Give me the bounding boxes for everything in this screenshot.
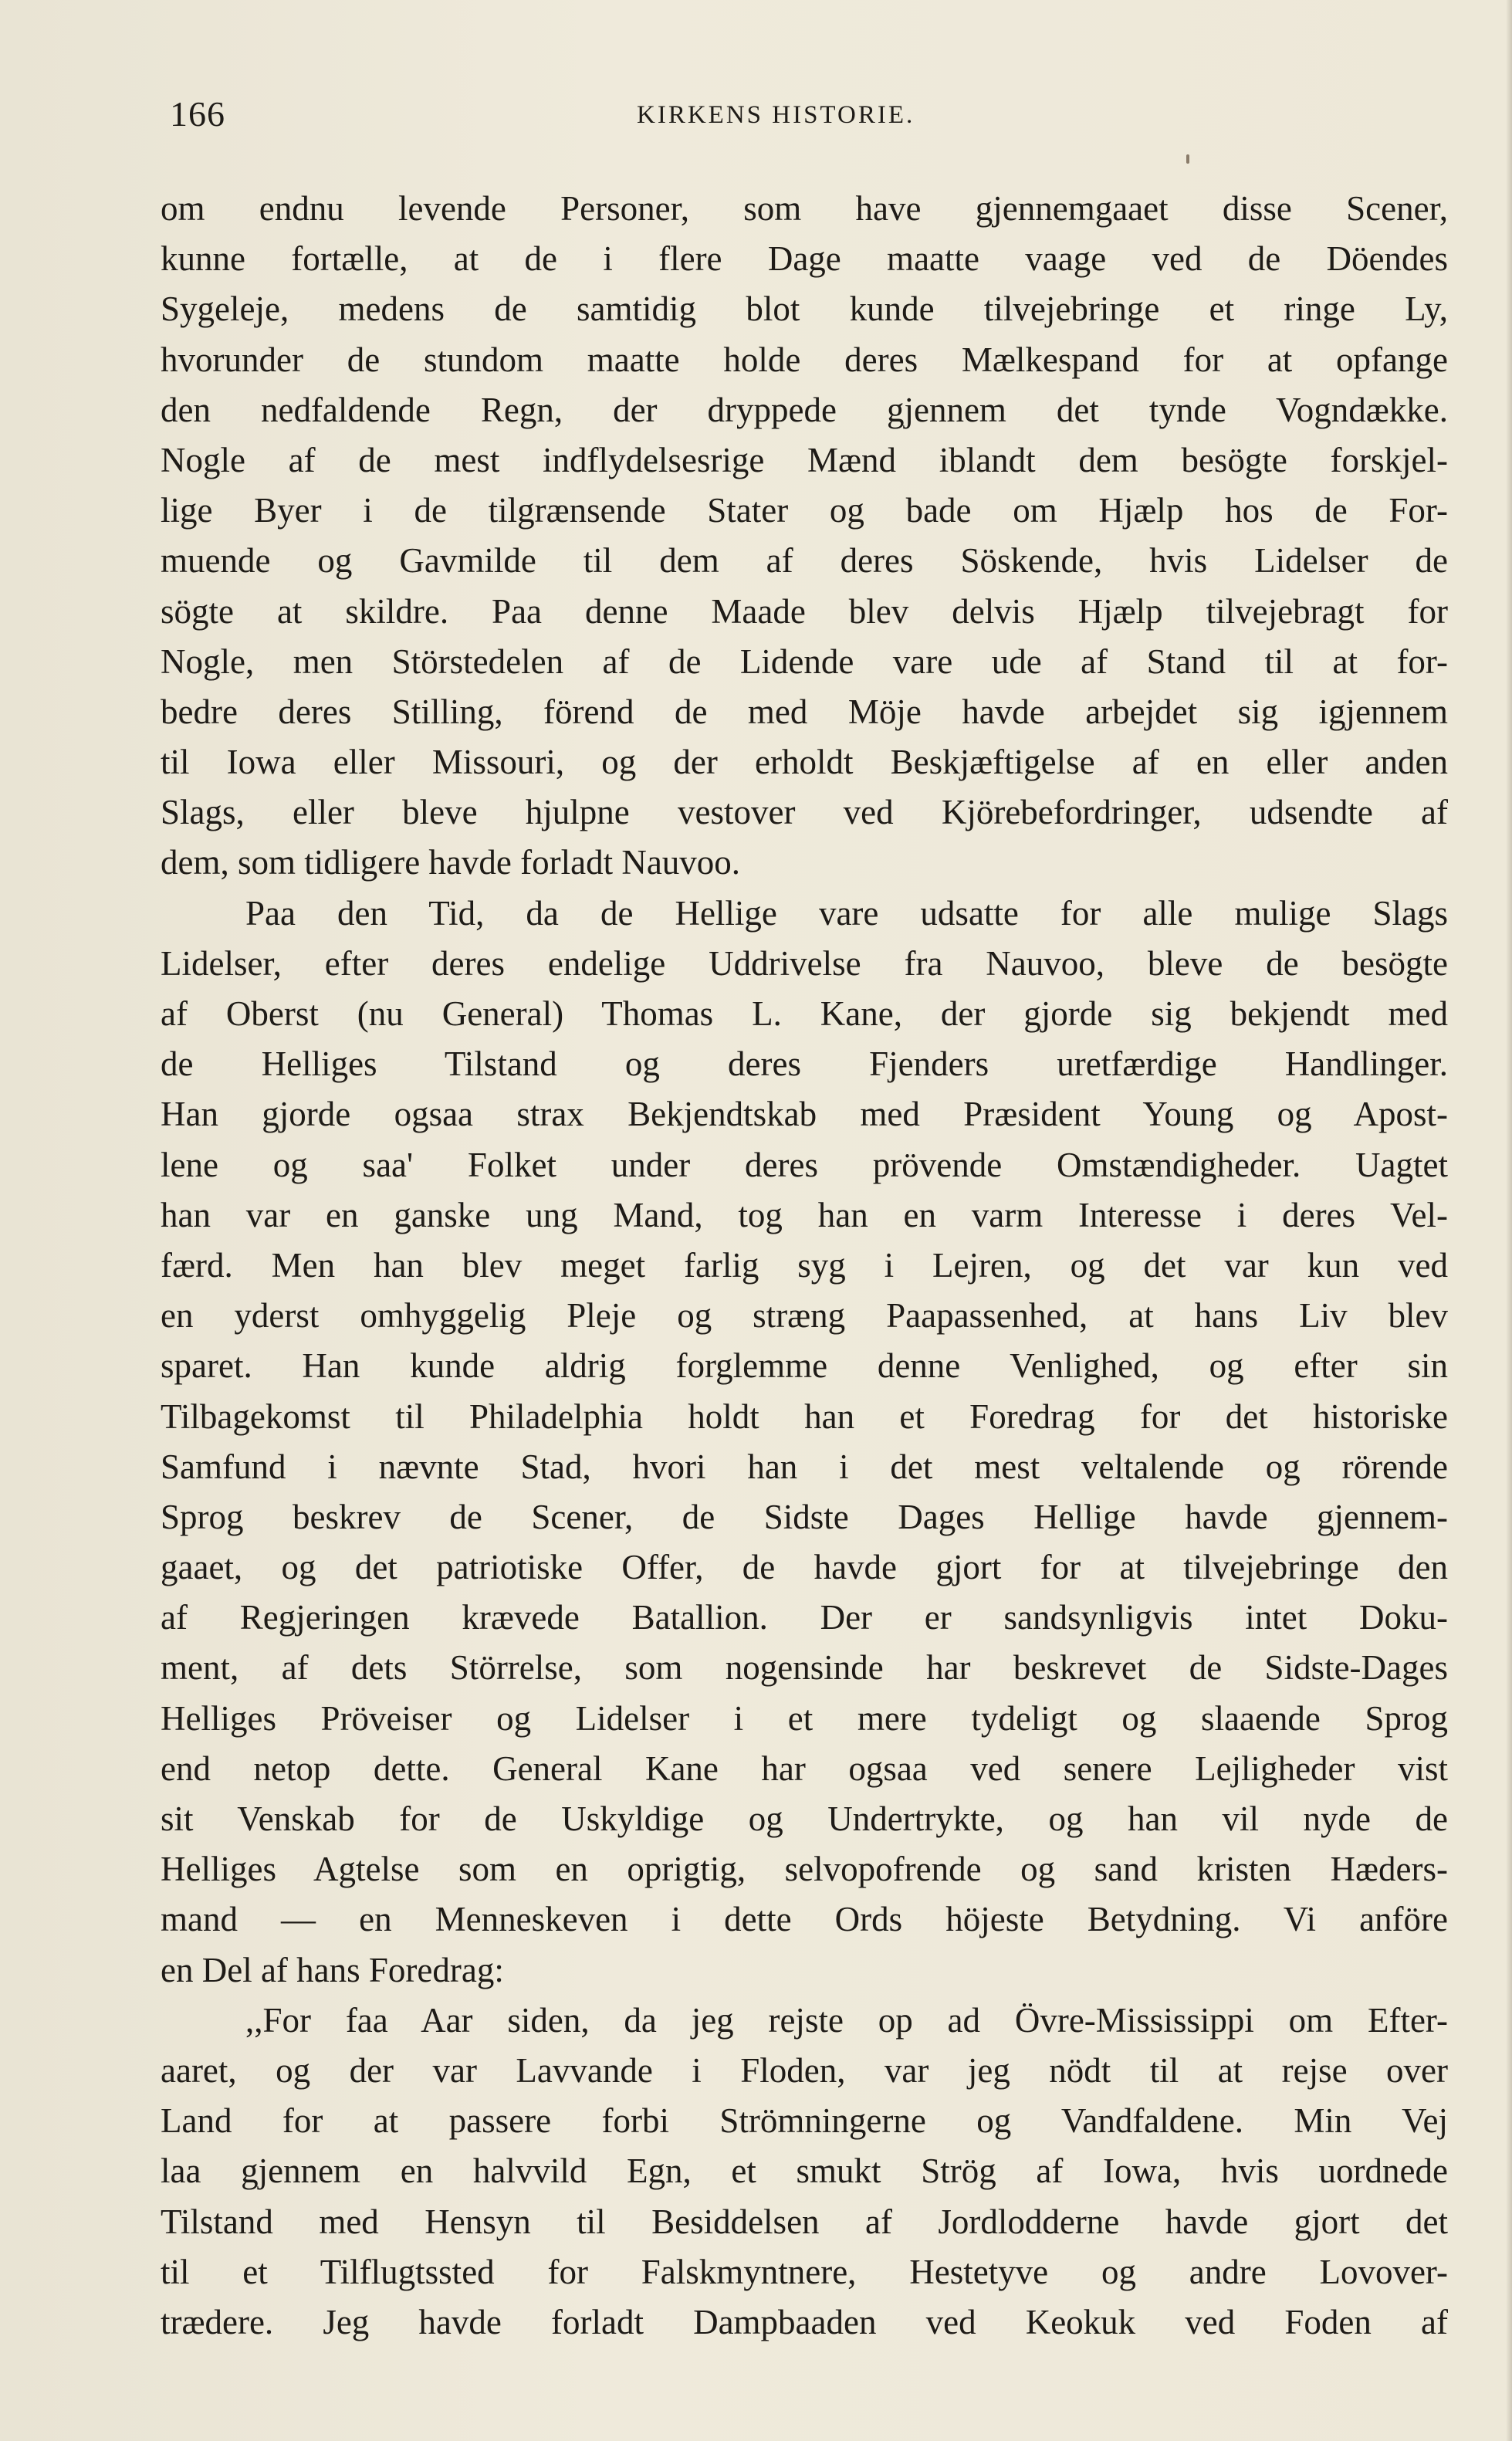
- text-line: end netop dette. General Kane har ogsaa ved senere Lejligheder vist: [161, 1749, 1448, 1788]
- text-line: Nogle af de mest indflydelsesrige Mænd iblandt dem besögte forskjel-: [161, 440, 1448, 479]
- text-line: om endnu levende Personer, som have gjennemgaaet disse Scener,: [161, 189, 1448, 228]
- text-line: Tilstand med Hensyn til Besiddelsen af Jordlodderne havde gjort det: [161, 2202, 1448, 2241]
- text-line: Land for at passere forbi Strömningerne og Vandfaldene. Min Vej: [161, 2101, 1448, 2141]
- body-text: [161, 184, 1448, 2348]
- text-line: trædere. Jeg havde forladt Dampbaaden ved Keokuk ved Foden af: [161, 2302, 1448, 2341]
- text-line: ,,For faa Aar siden, da jeg rejste op ad Övre-Mississippi om Efter-: [245, 2000, 1448, 2040]
- text-line: til et Tilflugtssted for Falskmyntnere, Hestetyve og andre Lovover-: [161, 2252, 1448, 2291]
- text-line: en yderst omhyggelig Pleje og stræng Paapassenhed, at hans Liv blev: [161, 1296, 1448, 1336]
- print-speck: [1186, 154, 1189, 164]
- running-head: KIRKENS HISTORIE.: [637, 101, 915, 129]
- text-line: lige Byer i de tilgrænsende Stater og bade om Hjælp hos de For-: [161, 491, 1448, 530]
- page-header: [170, 91, 1436, 137]
- text-line: Tilbagekomst til Philadelphia holdt han et Foredrag for det historiske: [161, 1397, 1448, 1436]
- text-line: færd. Men han blev meget farlig syg i Lejren, og det var kun ved: [161, 1245, 1448, 1285]
- text-line: bedre deres Stilling, förend de med Möje havde arbejdet sig igjennem: [161, 692, 1448, 731]
- text-line: dem, som tidligere havde forladt Nauvoo.: [161, 843, 741, 882]
- text-line: laa gjennem en halvvild Egn, et smukt Strög af Iowa, hvis uordnede: [161, 2152, 1448, 2191]
- text-line: til Iowa eller Missouri, og der erholdt Beskjæftigelse af en eller anden: [161, 743, 1448, 782]
- text-line: sit Venskab for de Uskyldige og Undertrykte, og han vil nyde de: [161, 1799, 1448, 1838]
- text-line: Samfund i nævnte Stad, hvori han i det mest veltalende og rörende: [161, 1447, 1448, 1486]
- text-line: han var en ganske ung Mand, tog han en varm Interesse i deres Vel-: [161, 1195, 1448, 1234]
- text-line: Helliges Agtelse som en oprigtig, selvopofrende og sand kristen Hæders-: [161, 1850, 1448, 1889]
- text-line: Slags, eller bleve hjulpne vestover ved Kjörebefordringer, udsendte af: [161, 793, 1448, 832]
- text-line: af Regjeringen krævede Batallion. Der er sandsynligvis intet Doku-: [161, 1598, 1448, 1637]
- text-line: sögte at skildre. Paa denne Maade blev delvis Hjælp tilvejebragt for: [161, 591, 1448, 631]
- text-line: kunne fortælle, at de i flere Dage maatte vaage ved de Döendes: [161, 239, 1448, 279]
- text-line: af Oberst (nu General) Thomas L. Kane, der gjorde sig bekjendt med: [161, 994, 1448, 1033]
- text-line: muende og Gavmilde til dem af deres Söskende, hvis Lidelser de: [161, 541, 1448, 581]
- text-line: de Helliges Tilstand og deres Fjenders uretfærdige Handlinger.: [161, 1044, 1448, 1084]
- text-line: Lidelser, efter deres endelige Uddrivelse fra Nauvoo, bleve de besögte: [161, 943, 1448, 983]
- text-line: aaret, og der var Lavvande i Floden, var jeg nödt til at rejse over: [161, 2050, 1448, 2090]
- text-line: den nedfaldende Regn, der dryppede gjennem det tynde Vogndække.: [161, 390, 1448, 429]
- text-line: Sygeleje, medens de samtidig blot kunde tilvejebringe et ringe Ly,: [161, 289, 1448, 329]
- text-line: Helliges Pröveiser og Lidelser i et mere tydeligt og slaaende Sprog: [161, 1698, 1448, 1738]
- page-number: 166: [170, 94, 225, 134]
- text-line: ment, af dets Störrelse, som nogensinde har beskrevet de Sidste-Dages: [161, 1648, 1448, 1688]
- text-line: en Del af hans Foredrag:: [161, 1950, 504, 1989]
- text-line: Nogle, men Störstedelen af de Lidende vare ude af Stand til at for-: [161, 642, 1448, 681]
- text-line: mand — en Menneskeven i dette Ords höjeste Betydning. Vi anföre: [161, 1900, 1448, 1939]
- text-line: sparet. Han kunde aldrig forglemme denne Venlighed, og efter sin: [161, 1346, 1448, 1386]
- page-edge-shadow: [1506, 0, 1512, 2441]
- text-line: hvorunder de stundom maatte holde deres Mælkespand for at opfange: [161, 340, 1448, 379]
- text-line: lene og saa' Folket under deres prövende Omstændigheder. Uagtet: [161, 1145, 1448, 1184]
- text-line: Sprog beskrev de Scener, de Sidste Dages Hellige havde gjennem-: [161, 1497, 1448, 1536]
- text-line: Han gjorde ogsaa strax Bekjendtskab med Præsident Young og Apost-: [161, 1095, 1448, 1134]
- text-line: Paa den Tid, da de Hellige vare udsatte for alle mulige Slags: [245, 893, 1448, 933]
- text-line: gaaet, og det patriotiske Offer, de havde gjort for at tilvejebringe den: [161, 1548, 1448, 1587]
